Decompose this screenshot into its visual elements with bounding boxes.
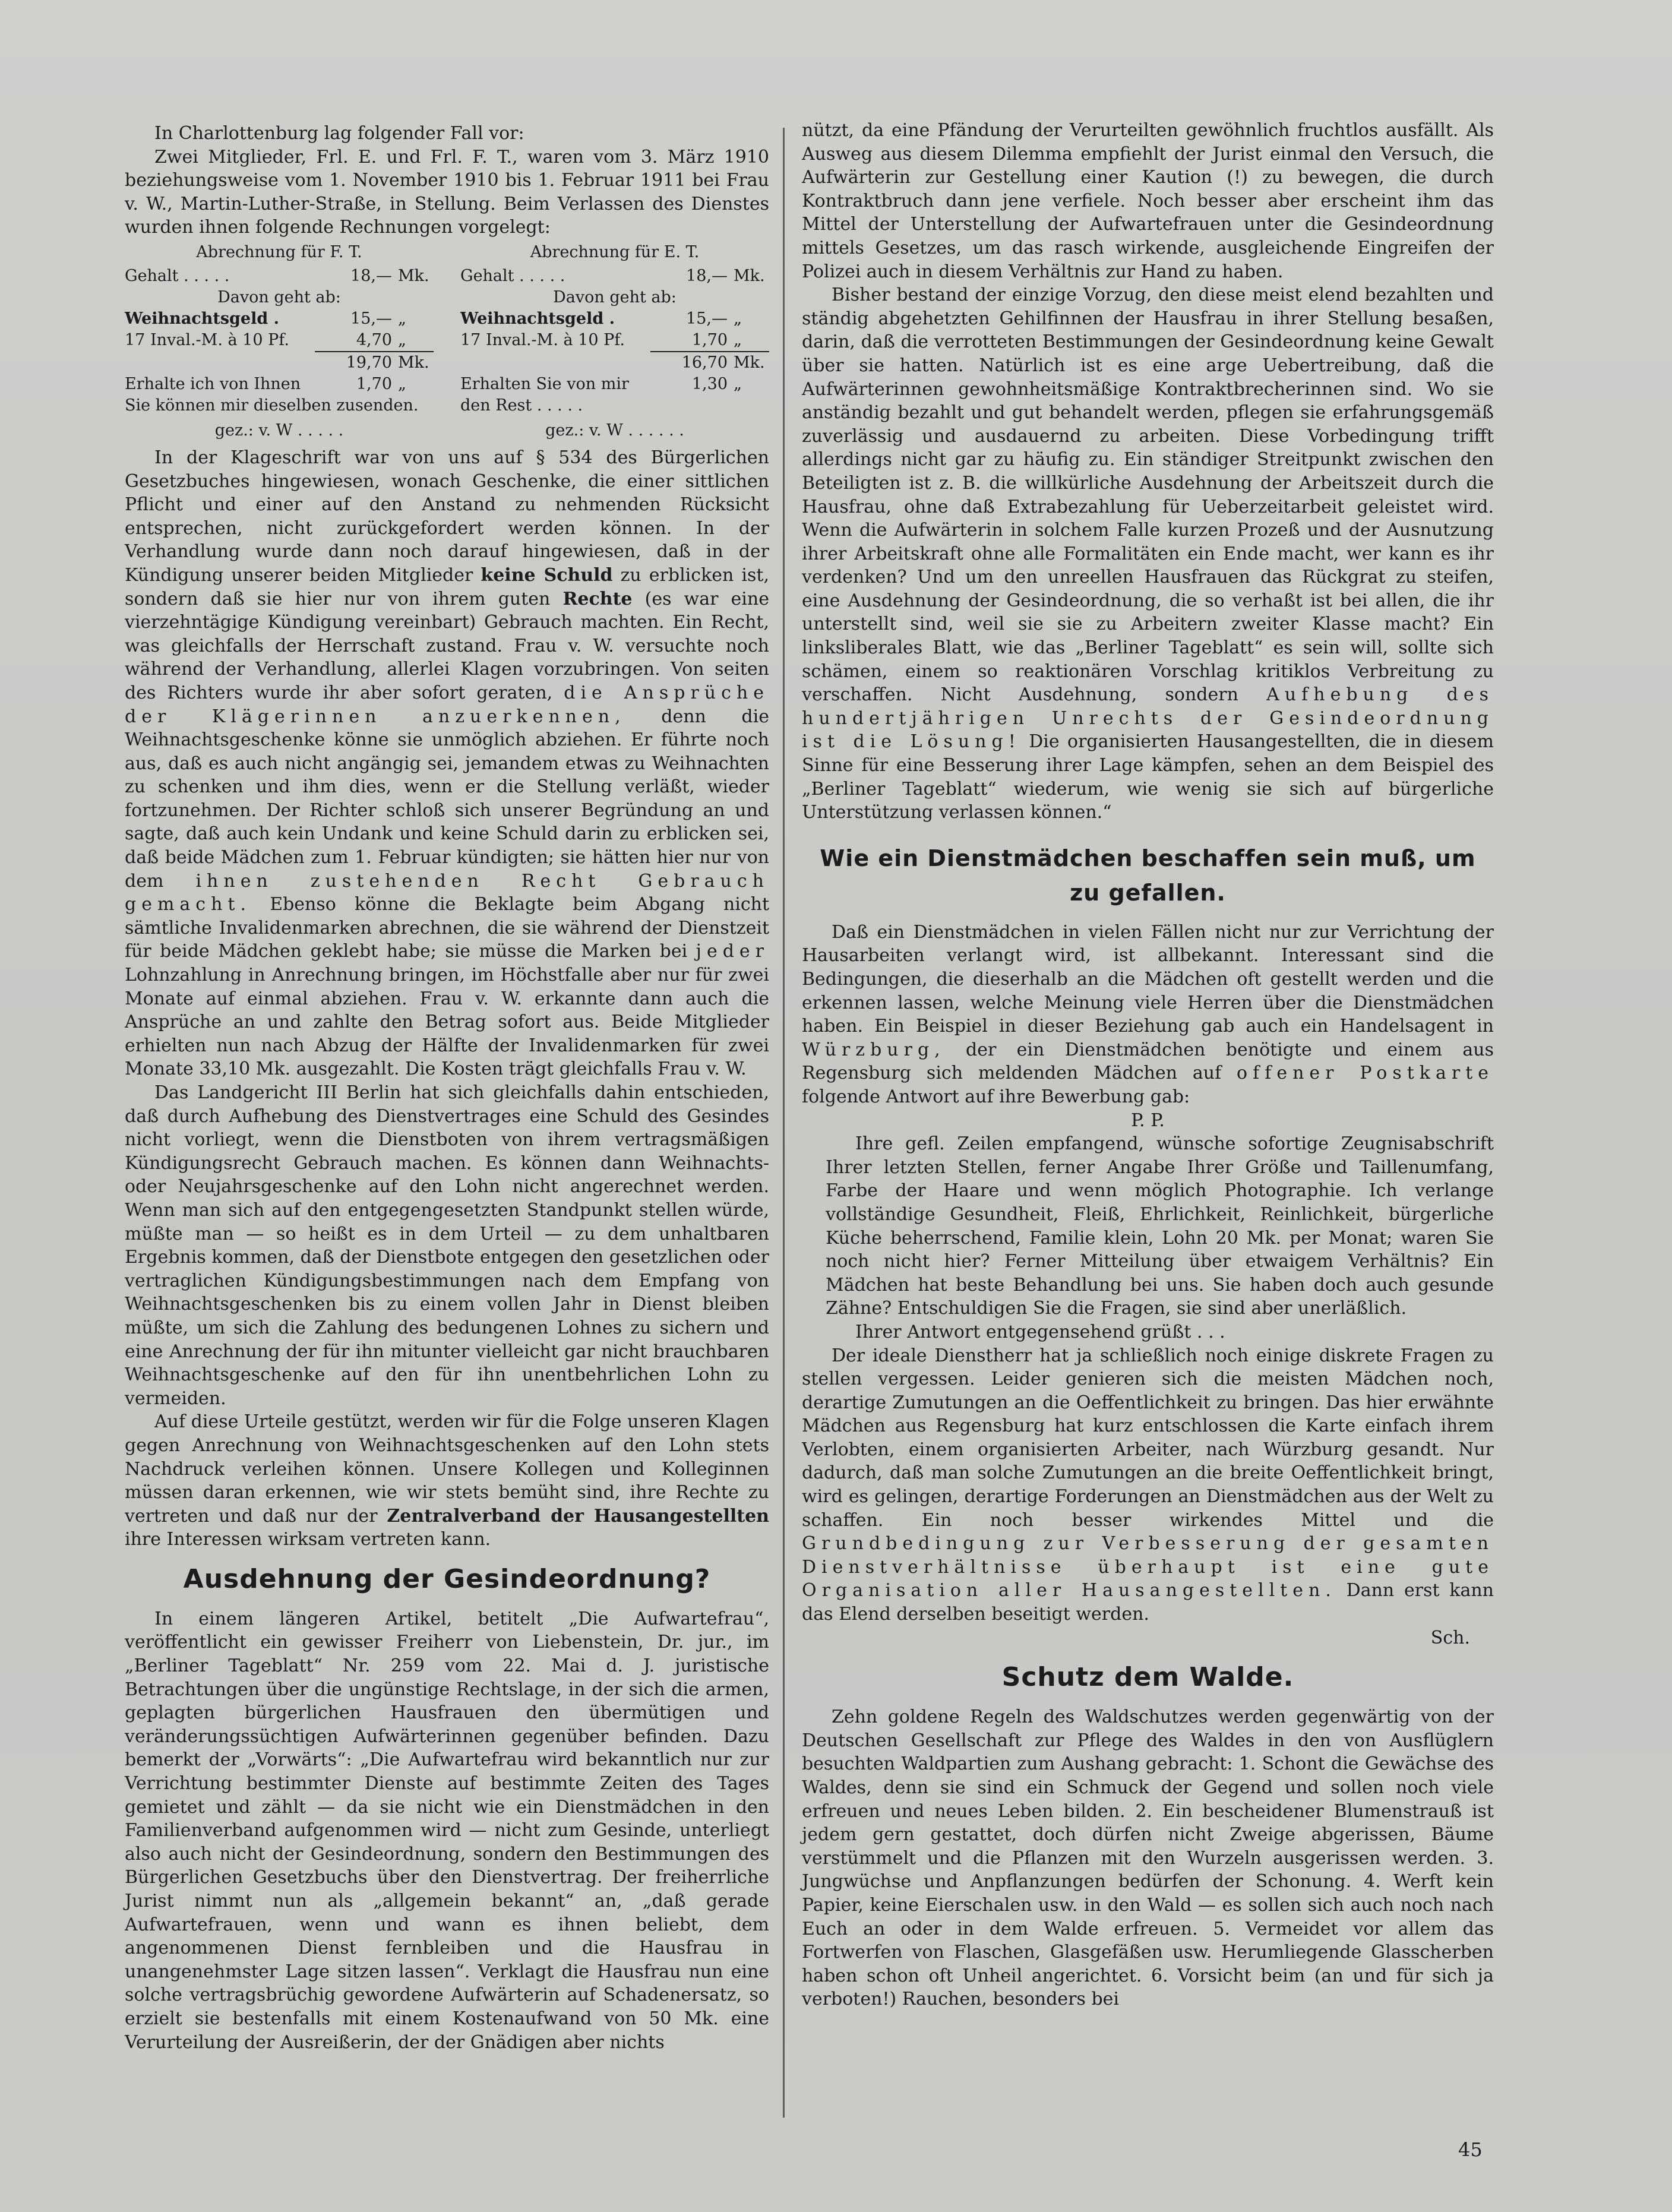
text-run: folgende Antwort auf ihre Bewerbung gab:	[802, 1086, 1190, 1107]
spaced-jeder: jeder	[696, 941, 769, 962]
text-run: denn die Weihnachtsgeschenke könne sie unmöglich abziehen. Er führte noch aus, daß es auch nicht angängig sei, jemandem etwas zu Weihnachten zu schenken und ihm dies, wenn er die Stellung verläßt, wieder fortzunehmen. Der Richter schloß sich unserer Begründung an und sagte, daß auch kein Undank und keine Schuld darin zu erblicken sei, daß beide Mädchen zum 1. Februar kündigten; sie hätten hier nur von dem	[125, 706, 769, 892]
rest-value: 1,30	[691, 374, 728, 393]
rest-note: Sie können mir dieselben zusenden.	[125, 396, 419, 415]
author-signature: Sch.	[1430, 1627, 1470, 1648]
rest-row	[125, 374, 434, 395]
xmas-value: 15,—	[350, 309, 392, 328]
total-unit: Mk.	[728, 351, 769, 374]
account-title: Abrechnung für F. T.	[196, 242, 362, 261]
rest-label: Erhalten Sie von mir den Rest . . . . .	[460, 374, 629, 415]
text-run: zu erblicken ist, sondern daß sie hier nur von ihrem guten	[125, 564, 769, 609]
deduct-label: Davon geht ab:	[553, 287, 677, 306]
rest-unit: „	[398, 374, 406, 393]
rest-label: Erhalte ich von Ihnen	[125, 374, 301, 393]
account-ft	[125, 242, 434, 441]
xmas-unit: „	[734, 309, 742, 328]
xmas-row	[125, 308, 434, 330]
total-row	[125, 351, 434, 374]
total-value: 16,70	[650, 351, 728, 374]
total-unit: Mk.	[392, 351, 434, 374]
rest-value: 1,70	[356, 374, 392, 393]
text-run: (es war eine vierzehntägige Kündigung vereinbart) Gebrauch machten. Ein Recht, was gleichfalls der Herrschaft zustand. Frau v. W. versuchte noch während der Verhandlung, allerlei Klagen vorzubringen. Von seiten des Richters wurde ihr aber sofort geraten,	[125, 588, 769, 703]
letter-body: Ihre gefl. Zeilen empfangend, wünsche sofortige Zeugnisabschrift Ihrer letzten Stellen, ferner Angabe Ihrer Größe und Taillenumfang, Farbe der Haare und wenn möglich Photographie. Ich verlange vollständige Gesundheit, Fleiß, Ehrlichkeit, Reinlichkeit, bürgerliche Küche beherrschend, Familie klein, Lohn 20 Mk. per Monat; waren Sie noch nicht hier? Ferner Mitteilung über etwaigem Verhältnis? Ein Mädchen hat beste Behandlung bei uns. Sie haben doch auch gesunde Zähne? Entschuldigen Sie die Fragen, sie sind aber unerläßlich.	[826, 1133, 1494, 1319]
paragraph-dienstmaedchen	[802, 921, 1494, 1109]
invalid-label: 17 Inval.-M. à 10 Pf.	[125, 330, 289, 349]
account-et	[460, 242, 769, 441]
salary-value: 18,—	[350, 266, 392, 285]
account-signature: gez.: v. W . . . . . .	[545, 421, 684, 440]
xmas-label: Weihnachtsgeld .	[125, 309, 280, 328]
emphasis-keine-schuld: keine Schuld	[481, 564, 613, 586]
spaced-postkarte: offener Postkarte	[1237, 1063, 1494, 1084]
left-column	[125, 122, 769, 2054]
paragraph-waldschutz: Zehn goldene Regeln des Waldschutzes werden gegenwärtig von der Deutschen Gesellschaft zur Pflege des Waldes in den von Ausflüglern besuchten Waldpartien zum Aushang gebracht: 1. Schont die Gewächse des Waldes, denn sie sind ein Schmuck der Gegend und sollen noch viele erfreuen und neues Leben bilden. 2. Ein bescheidener Blumenstrauß ist jedem gern gestattet, doch dürfen nicht Zweige abgerissen, Bäume verstümmelt und die Pflanzen mit den Wurzeln ausgerissen werden. 3. Jungwüchse und Anpflanzungen bedürfen der Schonung. 4. Werft kein Papier, keine Eierschalen usw. in den Wald — es sollen sich auch noch nach Euch an oder in dem Walde erfreuen. 5. Vermeidet vor allem das Fortwerfen von Flaschen, Glasgefäßen usw. Herumliegende Glasscherben haben schon oft Unheil angerichtet. 6. Vorsicht beim (an und für sich ja verboten!) Rauchen, besonders bei	[802, 1707, 1494, 2010]
heading-schutz-walde: Schutz dem Walde.	[1001, 1662, 1294, 1693]
invalid-label: 17 Inval.-M. à 10 Pf.	[460, 330, 625, 349]
letter-closing: Ihrer Antwort entgegensehend grüßt . . .	[855, 1321, 1225, 1342]
heading-dienstmaedchen: Wie ein Dienstmädchen beschaffen sein muß, um zu gefallen.	[820, 845, 1476, 906]
account-title: Abrechnung für E. T.	[530, 242, 700, 261]
text-run: Auf diese Urteile gestützt, werden wir für die Folge unseren Klagen gegen Anrechnung von Weihnachtsgeschenken auf den Lohn stets Nachdruck verleihen können. Unsere Kollegen und Kolleginnen müssen daran erkennen, wie wir stets bemüht sind, ihre Rechte zu vertreten und daß nur der	[125, 1411, 769, 1527]
paragraph-vorzug	[802, 283, 1494, 824]
salary-value: 18,—	[686, 266, 728, 285]
text-run: Die organisierten Hausangestellten, die in diesem Sinne für eine Besserung ihrer Lage kämpfen, sehen an dem Beispiel des „Berliner Tageblatt“ wiederum, wie wenig sie sich auf bürgerliche Unterstützung verlassen können.“	[802, 731, 1494, 823]
invalid-value: 1,70	[691, 330, 728, 349]
xmas-unit: „	[398, 309, 406, 328]
invalid-row	[460, 330, 769, 351]
rest-row	[460, 374, 769, 416]
paragraph-conclusion	[125, 1410, 769, 1551]
spaced-aufhebung: Aufhebung des hundertjährigen Unrechts der Gesindeordnung ist die Lösung!	[802, 684, 1494, 753]
total-value: 19,70	[315, 351, 392, 374]
paragraph-members: Zwei Mitglieder, Frl. E. und Frl. F. T., waren vom 3. März 1910 beziehungsweise vom 1. November 1910 bis 1. Februar 1911 bei Frau v. W., Martin-Luther-Straße, in Stellung. Beim Verlassen des Dienstes wurden ihnen folgende Rechnungen vorgelegt:	[125, 146, 769, 238]
salary-unit: Mk.	[734, 266, 765, 285]
paragraph-dienstherr	[802, 1344, 1494, 1626]
spaced-grundbedingung: Grundbedingung zur Verbesserung der gesamten Dienstverhältnisse überhaupt ist eine gute Organisation aller Hausangestellten.	[802, 1533, 1494, 1601]
invalid-unit: „	[398, 330, 406, 349]
total-row	[460, 351, 769, 374]
text-run: Daß ein Dienstmädchen in vielen Fällen nicht nur zur Verrichtung der Hausarbeiten verlangt wird, ist allbekannt. Interessant sind die Bedingungen, die dieserhalb an die Mädchen oft gestellt werden und die erkennen lassen, welche Meinung viele Herren über die Dienstmädchen haben. Ein Beispiel in dieser Beziehung gab auch ein Handelsagent in	[802, 921, 1494, 1037]
text-run: Dann erst kann das Elend derselben beseitigt werden.	[802, 1580, 1494, 1625]
rest-unit: „	[734, 374, 742, 393]
salary-row	[125, 266, 434, 287]
salary-label: Gehalt . . . . .	[460, 266, 565, 285]
salary-label: Gehalt . . . . .	[125, 266, 230, 285]
account-statements	[125, 242, 769, 441]
spaced-wuerzburg: Würzburg,	[802, 1039, 946, 1060]
emphasis-rechte: Rechte	[562, 588, 633, 609]
text-run: Bisher bestand der einzige Vorzug, den diese meist elend bezahlten und ständig abgehetzten Gehilfinnen der Hausfrau in ihrer Stellung besaßen, darin, daß die verrotteten Bestimmungen der Gesindeordnung keine Gewalt über sie hatten. Natürlich ist es eine arge Uebertreibung, daß die Aufwärterinnen gewohnheitsmäßige Kontraktbrecherinnen sind. Wo sie anständig bezahlt und gut behandelt werden, pflegen sie erfahrungsgemäß zuverlässig und ausdauernd zu arbeiten. Diese Vorbedingung trifft allerdings nicht gar zu häufig zu. Ein ständiger Streitpunkt zwischen den Beteiligten ist z. B. die willkürliche Ausdehnung der Arbeitszeit durch die Hausfrau, ohne daß Extrabezahlung für Ueberzeitarbeit geleistet wird. Wenn die Aufwärterin in solchem Falle kurzen Prozeß und der Ausnutzung ihrer Arbeitskraft ohne alle Formalitäten ein Ende macht, wer kann es ihr verdenken? Und um den unreellen Hausfrauen das Rückgrat zu steifen, eine Ausdehnung der Gesindeordnung, die so verhaßt ist bei allen, die ihr unterstellt sind, weil sie sie zu Arbeitern zweiter Klasse macht? Ein linksliberales Blatt, wie das „Berliner Tageblatt“ es sein will, sollte sich schämen, einem so reaktionären Vorschlag kritiklos Verbreitung zu verschaffen. Nicht Ausdehnung, sondern	[802, 285, 1494, 706]
account-signature: gez.: v. W . . . . .	[214, 421, 344, 440]
xmas-label: Weihnachtsgeld .	[460, 309, 615, 328]
spaced-ansprueche: die Ansprüche der Klägerinnen anzuerkennen,	[125, 682, 769, 727]
deduct-label: Davon geht ab:	[217, 287, 341, 306]
heading-ausdehnung: Ausdehnung der Gesindeordnung?	[183, 1563, 711, 1594]
invalid-row	[125, 330, 434, 351]
text-run: der ein Dienstmädchen benötigte und einem aus Regensburg sich meldenden Mädchen auf	[802, 1039, 1494, 1084]
xmas-value: 15,—	[686, 309, 728, 328]
salary-unit: Mk.	[398, 266, 429, 285]
page-number: 45	[1458, 2138, 1483, 2161]
paragraph-landgericht: Das Landgericht III Berlin hat sich gleichfalls dahin entschieden, daß durch Aufhebung des Dienstvertrages eine Schuld des Gesindes nicht vorliegt, wenn die Dienstboten von ihrem vertragsmäßigen Kündigungsrecht Gebrauch machen. Es können dann Weihnachts- oder Neujahrsgeschenke auf den Lohn nicht angerechnet werden. Wenn man sich auf den entgegengesetzten Standpunkt stellen würde, müßte man — so heißt es in dem Urteil — zu dem unhaltbaren Ergebnis kommen, daß der Dienstbote entgegen den gesetzlichen oder vertraglichen Kündigungsbestimmungen nach dem Empfang von Weihnachtsgeschenken bis zu einem vollen Jahr in Dienst bleiben müßte, um sich die Zahlung des bedungenen Lohnes zu sichern und eine Anrechnung der für ihn mitunter vielleicht gar nicht brauchbaren Weihnachtsgeschenke auf den für ihn unentbehrlichen Lohn zu vermeiden.	[125, 1082, 769, 1409]
text-run: In der Klageschrift war von uns auf § 534 des Bürgerlichen Gesetzbuches hingewiesen, wonach Geschenke, die einer sittlichen Pflicht und einer auf den Anstand zu nehmenden Rücksicht entsprechen, nicht zurückgefordert werden können. In der Verhandlung wurde dann noch darauf hingewiesen, daß in der Kündigung unserer beiden Mitglieder	[125, 447, 769, 586]
text-run: ihre Interessen wirksam vertreten kann.	[125, 1529, 491, 1550]
paragraph-charlottenburg-intro: In Charlottenburg lag folgender Fall vor:	[154, 123, 524, 144]
emphasis-zentralverband: Zentralverband der Hausangestellten	[387, 1505, 769, 1527]
paragraph-aufwartefrau: In einem längeren Artikel, betitelt „Die Aufwartefrau“, veröffentlicht ein gewisser Freiherr von Liebenstein, Dr. jur., im „Berliner Tageblatt“ Nr. 259 vom 22. Mai d. J. juristische Betrachtungen über die ungünstige Rechtslage, in der sich die armen, geplagten bürgerlichen Hausfrauen den übermütigen und veränderungssüchtigen Aufwärterinnen gegenüber befinden. Dazu bemerkt der „Vorwärts“: „Die Aufwartefrau wird bekanntlich nur zur Verrichtung bestimmter Dienste auf bestimmte Zeiten des Tages gemietet und zählt — da sie nicht wie ein Dienstmädchen in den Familienverband aufgenommen wird — nicht zum Gesinde, unterliegt also auch nicht der Gesindeordnung, sondern den Bestimmungen des Bürgerlichen Gesetzbuchs über den Dienstvertrag. Der freiherrliche Jurist nimmt nun als „allgemein bekannt“ an, „daß gerade Aufwartefrauen, wenn und wann es ihnen beliebt, dem angenommenen Dienst fernbleiben und die Hausfrau in unangenehmster Lage sitzen lassen“. Verklagt die Hausfrau nun eine solche vertragsbrüchig gewordene Aufwärterin auf Schadenersatz, so erzielt sie bestenfalls mit einem Kostenaufwand von 50 Mk. eine Verurteilung der Ausreißerin, der der Gnädigen aber nichts	[125, 1608, 769, 2053]
paragraph-continuation: nützt, da eine Pfändung der Verurteilten gewöhnlich fruchtlos ausfällt. Als Ausweg aus diesem Dilemma empfiehlt der Jurist einmal den Versuch, die Aufwärterin zur Gestellung einer Kaution (!) zu bewegen, die durch Kontraktbruch dann jene verfiele. Noch besser aber erscheint ihm das Mittel der Unterstellung der Aufwartefrauen unter die Gesindeordnung mittels Gesetzes, um das rasch wirkende, ausgleichende Eingreifen der Polizei auch in diesem Verhältnis zur Hand zu haben.	[802, 120, 1494, 282]
xmas-row	[460, 308, 769, 330]
spaced-recht-gebrauch: ihnen zustehenden Recht Gebrauch gemacht.	[125, 870, 769, 915]
text-run: Der ideale Dienstherr hat ja schließlich noch einige diskrete Fragen zu stellen vergessen. Leider genieren sich die meisten Mädchen noch, derartige Zumutungen an die Oeffentlichkeit zu bringen. Das hier erwähnte Mädchen aus Regensburg hat kurz entschlossen die Karte einfach ihrem Verlobten, einem organisierten Arbeiter, nach Würzburg gesandt. Nur dadurch, daß man solche Zumutungen an die breite Oeffentlichkeit bringt, wird es gelingen, derartige Forderungen an Dienstmädchen aus der Welt zu schaffen. Ein noch besser wirkendes Mittel und die	[802, 1345, 1494, 1531]
letter-salutation: P. P.	[1131, 1110, 1165, 1131]
paragraph-complaint	[125, 446, 769, 1081]
text-run: Ebenso könne die Beklagte beim Abgang nicht sämtliche Invalidenmarken abrechnen, die sie während der Dienstzeit für beide Mädchen geklebt habe; sie müsse die Marken bei	[125, 894, 770, 962]
invalid-unit: „	[734, 330, 742, 349]
text-run: Lohnzahlung in Anrechnung bringen, im Höchstfalle aber nur für zwei Monate auf einmal abziehen. Frau v. W. erkannte dann auch die Ansprüche an und zahlte den Betrag sofort aus. Beide Mitglieder erhielten nun nach Abzug der Hälfte der Invalidenmarken für zwei Monate 33,10 Mk. ausgezahlt. Die Kosten trägt gleichfalls Frau v. W.	[125, 965, 769, 1080]
right-column	[802, 119, 1494, 2011]
invalid-value: 4,70	[356, 330, 392, 349]
salary-row	[460, 266, 769, 287]
column-rule	[783, 128, 785, 2118]
